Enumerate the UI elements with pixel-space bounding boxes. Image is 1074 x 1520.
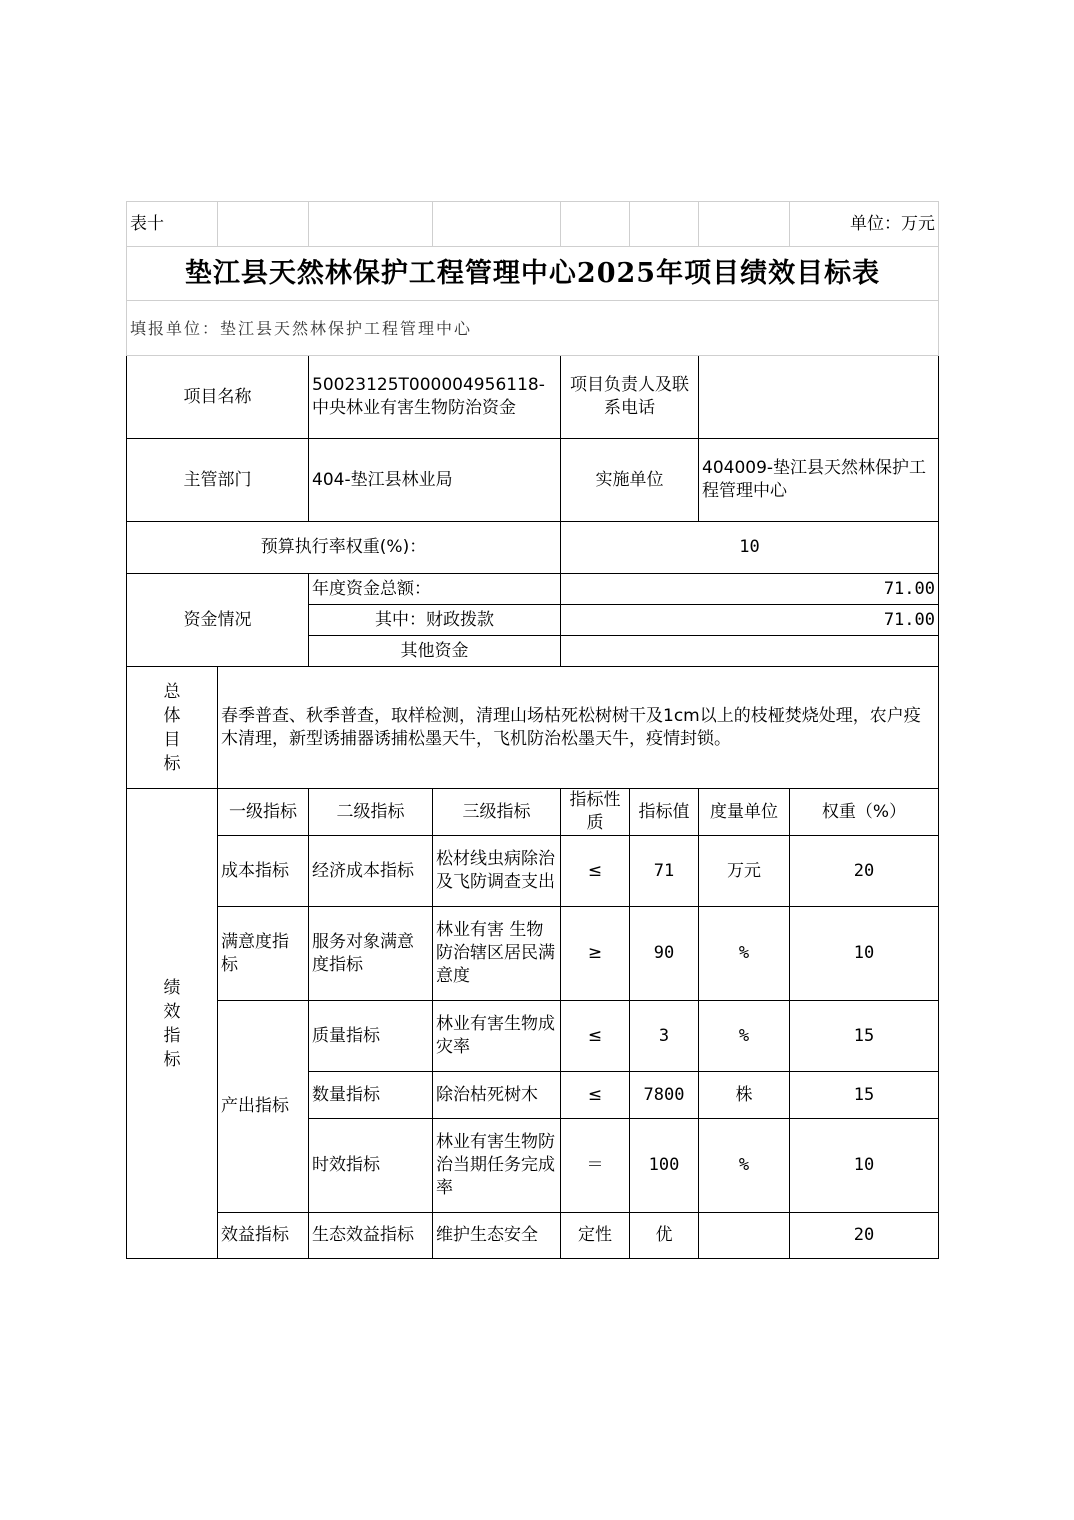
header-value: 指标值 xyxy=(630,789,699,836)
table-row xyxy=(127,1213,939,1259)
funds-total-value: 71.00 xyxy=(561,574,939,605)
cell-unit: % xyxy=(699,1001,790,1072)
header-level2: 二级指标 xyxy=(309,789,433,836)
impl-value: 404009-垫江县天然林保护工程管理中心 xyxy=(699,439,939,522)
cell-unit: 万元 xyxy=(699,836,790,907)
cell-nature: ≤ xyxy=(561,1001,630,1072)
page-title: 垫江县天然林保护工程管理中心2025年项目绩效目标表 xyxy=(127,247,939,301)
cell-weight: 20 xyxy=(790,1213,939,1259)
funds-fiscal-label: 其中：财政拨款 xyxy=(309,605,561,636)
cell-value: 100 xyxy=(630,1119,699,1213)
cell-weight: 10 xyxy=(790,907,939,1001)
cell-value: 7800 xyxy=(630,1072,699,1119)
cell-level3: 除治枯死树木 xyxy=(433,1072,561,1119)
cell-level2: 经济成本指标 xyxy=(309,836,433,907)
cell-value: 71 xyxy=(630,836,699,907)
cell-unit xyxy=(699,1213,790,1259)
impl-label: 实施单位 xyxy=(561,439,699,522)
funds-other-label: 其他资金 xyxy=(309,636,561,667)
table-number: 表十 xyxy=(127,202,218,247)
cell-level3: 林业有害生物成灾率 xyxy=(433,1001,561,1072)
cell-level2: 质量指标 xyxy=(309,1001,433,1072)
cell-level3: 松材线虫病除治及飞防调查支出 xyxy=(433,836,561,907)
goal-label: 总体目标 xyxy=(163,681,181,774)
cell-value: 90 xyxy=(630,907,699,1001)
cell-unit: % xyxy=(699,1119,790,1213)
cell-level2: 数量指标 xyxy=(309,1072,433,1119)
cell-weight: 15 xyxy=(790,1072,939,1119)
cell-nature: 定性 xyxy=(561,1213,630,1259)
funds-other-value xyxy=(561,636,939,667)
leader-label: 项目负责人及联系电话 xyxy=(561,356,699,439)
filling-unit: 填报单位：垫江县天然林保护工程管理中心 xyxy=(127,301,939,356)
cell-value: 优 xyxy=(630,1213,699,1259)
table-row xyxy=(127,1001,939,1072)
project-name-value: 50023125T000004956118-中央林业有害生物防治资金 xyxy=(309,356,561,439)
funds-fiscal-value: 71.00 xyxy=(561,605,939,636)
header-weight: 权重（%） xyxy=(790,789,939,836)
budget-rate-value: 10 xyxy=(561,522,939,574)
cell-nature: ＝ xyxy=(561,1119,630,1213)
cell-level1: 满意度指标 xyxy=(218,907,309,1001)
cell-level1: 效益指标 xyxy=(218,1213,309,1259)
funds-label: 资金情况 xyxy=(127,574,309,667)
performance-target-table xyxy=(126,201,939,1259)
header-unit: 度量单位 xyxy=(699,789,790,836)
funds-total-label: 年度资金总额： xyxy=(309,574,561,605)
indicators-label: 绩效指标 xyxy=(163,977,181,1070)
cell-level3: 林业有害 生物防治辖区居民满意度 xyxy=(433,907,561,1001)
cell-unit: % xyxy=(699,907,790,1001)
cell-nature: ≤ xyxy=(561,836,630,907)
budget-rate-label: 预算执行率权重(%)： xyxy=(127,522,561,574)
unit-label: 单位：万元 xyxy=(790,202,939,247)
cell-weight: 20 xyxy=(790,836,939,907)
cell-nature: ≥ xyxy=(561,907,630,1001)
cell-unit: 株 xyxy=(699,1072,790,1119)
table-row xyxy=(127,836,939,907)
cell-level2: 服务对象满意度指标 xyxy=(309,907,433,1001)
cell-level3: 维护生态安全 xyxy=(433,1213,561,1259)
dept-value: 404-垫江县林业局 xyxy=(309,439,561,522)
table-row xyxy=(127,907,939,1001)
cell-level2: 生态效益指标 xyxy=(309,1213,433,1259)
cell-weight: 10 xyxy=(790,1119,939,1213)
cell-nature: ≤ xyxy=(561,1072,630,1119)
cell-level2: 时效指标 xyxy=(309,1119,433,1213)
cell-weight: 15 xyxy=(790,1001,939,1072)
goal-text: 春季普查、秋季普查，取样检测，清理山场枯死松树树干及1cm以上的枝桠焚烧处理，农户疫木清理，新型诱捕器诱捕松墨天牛，飞机防治松墨天牛，疫情封锁。 xyxy=(218,667,939,789)
leader-value xyxy=(699,356,939,439)
header-nature: 指标性质 xyxy=(561,789,630,836)
cell-level1: 成本指标 xyxy=(218,836,309,907)
cell-level3: 林业有害生物防治当期任务完成率 xyxy=(433,1119,561,1213)
dept-label: 主管部门 xyxy=(127,439,309,522)
cell-value: 3 xyxy=(630,1001,699,1072)
header-level1: 一级指标 xyxy=(218,789,309,836)
project-name-label: 项目名称 xyxy=(127,356,309,439)
header-level3: 三级指标 xyxy=(433,789,561,836)
cell-level1: 产出指标 xyxy=(218,1001,309,1213)
